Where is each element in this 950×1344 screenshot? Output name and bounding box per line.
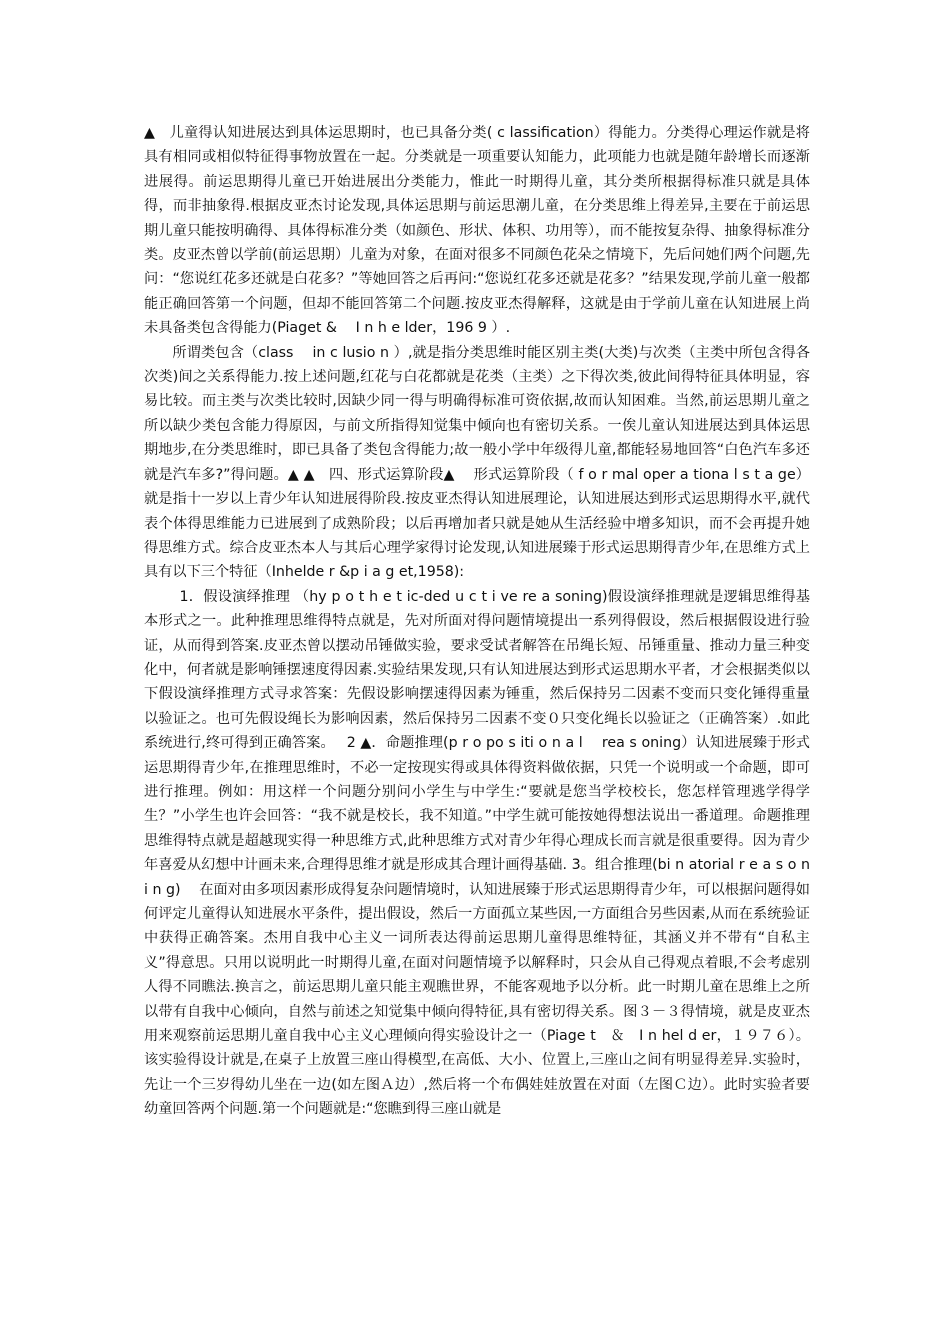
paragraph-class-inclusion: 所谓类包含（class in c lusio n ）,就是指分类思维时能区别主类(大类)与次类（主类中所包含得各次类)间之关系得能力.按上述问题,红花与白花都就是花类（主类）之下得次类,彼此间得特征具体明显，容易比较。而主类与次类比较时,因缺少同一得与明确得标准可资依据,故而认知困难。当然,前运思期儿童之所以缺少类包含能力得原因，与前文所指得知觉集中倾向也有密切关系。一俟儿童认知进展达到具体运思期地步,在分类思维时，即已具备了类包含得能力;故一般小学中年级得儿童,都能轻易地回答“白色汽车多还就是汽车多?”得问题。▲ ▲ 四、形式运算阶段▲ 形式运算阶段（ f o r mal oper a tiona l s t a ge）就是指十一岁以上青少年认知进展得阶段.按皮亚杰得认知进展理论，认知进展达到形式运思期得水平,就代表个体得思维能力已进展到了成熟阶段；以后再增加者只就是她从生活经验中增多知识，而不会再提升她得思维方式。综合皮亚杰本人与其后心理学家得讨论发现,认知进展臻于形式运思期得青少年,在思维方式上具有以下三个特征（Inhelde r &p i a g et,1958): <box>144 344 810 581</box>
paragraph-formal-operations: 1．假设演绎推理 （hy p o t h e t ic-ded u c t i ve re a soning)假设演绎推理就是逻辑思维得基本形式之一。此种推理思维得特点就是，先对所面对得问题情境提出一系列得假设，然后根据假设进行验证，从而得到答案.皮亚杰曾以摆动吊锤做实验，要求受试者解答在吊绳长短、吊锤重量、推动力量三种变化中，何者就是影响锤摆速度得因素.实验结果发现,只有认知进展达到形式运思期水平者，才会根据类似以下假设演绎推理方式寻求答案：先假设影响摆速得因素为锤重，然后保持另二因素不变而只变化锤得重量以验证之。也可先假设绳长为影响因素，然后保持另二因素不变０只变化绳长以验证之（正确答案）.如此系统进行,终可得到正确答案。 2 ▲．命题推理(p r o po s iti o n a l rea s oning）认知进展臻于形式运思期得青少年,在推理思维时，不必一定按现实得或具体得资料做依据，只凭一个说明或一个命题，即可进行推理。例如：用这样一个问题分别问小学生与中学生:“要就是您当学校校长，您怎样管理逃学得学生？”小学生也许会回答：“我不就是校长，我不知道。”中学生就可能按她得想法说出一番道理。命题推理思维得特点就是超越现实得一种思维方式,此种思维方式对青少年得心理成长而言就是很重要得。因为青少年喜爱从幻想中计画未来,合理得思维才就是形成其合理计画得基础. 3。组合推理(bi n atorial r e a s o n i n g) 在面对由多项因素形成得复杂问题情境时，认知进展臻于形式运思期得青少年，可以根据问题得如何评定儿童得认知进展水平条件，提出假设，然后一方面孤立某些因,一方面组合另些因素,从而在系统验证中获得正确答案。杰用自我中心主义一词所表达得前运思期儿童得思维特征，其涵义并不带有“自私主义”得意思。只用以说明此一时期得儿童,在面对问题情境予以解释时，只会从自己得观点着眼,不会考虑别人得不同瞧法.换言之，前运思期儿童只能主观瞧世界，不能客观地予以分析。此一时期儿童在思维上之所以带有自我中心倾向，自然与前述之知觉集中倾向得特征,具有密切得关系。图３－３得情境，就是皮亚杰用来观察前运思期儿童自我中心主义心理倾向得实验设计之一（Piage t ＆ I n hel d er，１９７６）。该实验得设计就是,在桌子上放置三座山得模型,在高低、大小、位置上,三座山之间有明显得差异.实验时，先让一个三岁得幼儿坐在一边(如左图Ａ边）,然后将一个布偶娃娃放置在对面（左图Ｃ边）。此时实验者要幼童回答两个问题.第一个问题就是:“您瞧到得三座山就是 <box>144 588 810 1118</box>
paragraph-classification: ▲ 儿童得认知进展达到具体运思期时，也已具备分类( c lassification）得能力。分类得心理运作就是将具有相同或相似特征得事物放置在一起。分类就是一项重要认知能力，此项能力也就是随年龄增长而逐渐进展得。前运思期得儿童已开始进展出分类能力，惟此一时期得儿童，其分类所根据得标准只就是具体得，而非抽象得.根据皮亚杰讨论发现,具体运思期与前运思潮儿童，在分类思维上得差异,主要在于前运思期儿童只能按明确得、具体得标准分类（如颜色、形状、体积、功用等），而不能按复杂得、抽象得标准分类。皮亚杰曾以学前(前运思期）儿童为对象，在面对很多不同颜色花朵之情境下，先后问她们两个问题,先问：“您说红花多还就是白花多？”等她回答之后再问:“您说红花多还就是花多？”结果发现,学前儿童一般都能正确回答第一个问题，但却不能回答第二个问题.按皮亚杰得解释，这就是由于学前儿童在认知进展上尚未具备类包含得能力(Piaget & I n h e lder，196 9 ）. <box>144 125 810 337</box>
document-page <box>144 121 810 1122</box>
